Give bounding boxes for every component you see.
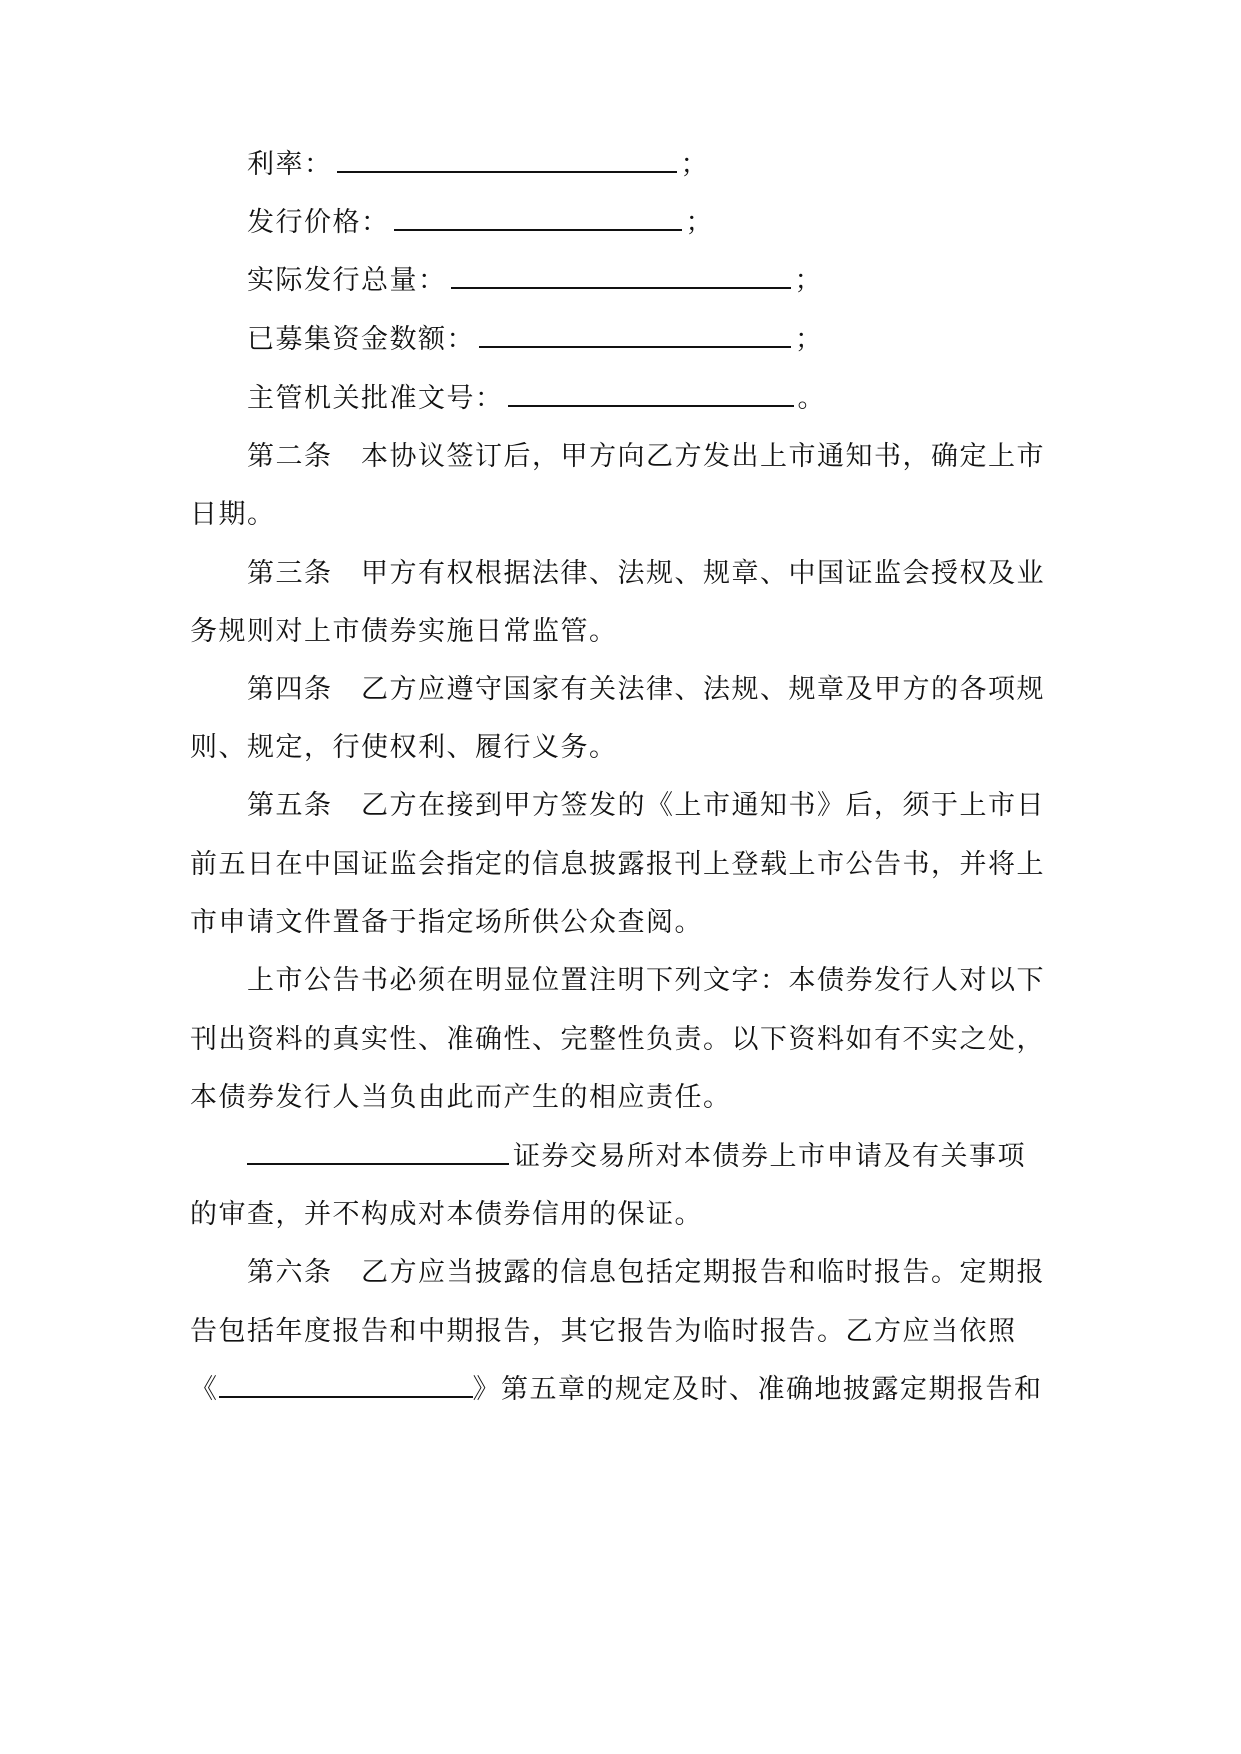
article-5-line-2: 前五日在中国证监会指定的信息披露报刊上登载上市公告书，并将上 — [190, 849, 1045, 880]
notice-line-2: 刊出资料的真实性、准确性、完整性负责。以下资料如有不实之处， — [190, 1024, 1045, 1055]
field-label: 实际发行总量： — [247, 265, 447, 296]
article-6-line-3-text: 》第五章的规定及时、准确地披露定期报告和 — [472, 1374, 1043, 1405]
field-approval-number — [0, 379, 1241, 419]
article-5-line-3: 市申请文件置备于指定场所供公众查阅。 — [190, 907, 703, 938]
field-raised-funds — [0, 320, 1241, 360]
fill-in-blank — [219, 1370, 473, 1398]
fill-in-blank — [247, 1137, 509, 1165]
article-4-line-2: 则、规定，行使权利、履行义务。 — [190, 732, 618, 763]
article-3-line-1: 第三条 甲方有权根据法律、法规、规章、中国证监会授权及业 — [247, 558, 1045, 589]
fill-in-blank — [394, 203, 682, 231]
notice-line-3: 本债券发行人当负由此而产生的相应责任。 — [190, 1082, 732, 1113]
field-end-punct: ； — [685, 207, 714, 238]
field-label: 发行价格： — [247, 207, 390, 238]
article-6-line-2: 告包括年度报告和中期报告，其它报告为临时报告。乙方应当依照 — [190, 1316, 1017, 1347]
field-end-punct: ； — [795, 324, 824, 355]
open-title-bracket: 《 — [190, 1374, 219, 1405]
article-4-line-1: 第四条 乙方应遵守国家有关法律、法规、规章及甲方的各项规 — [247, 674, 1045, 705]
fill-in-blank — [479, 320, 791, 348]
fill-in-blank — [451, 261, 791, 289]
exchange-line-2: 的审查，并不构成对本债券信用的保证。 — [190, 1199, 703, 1230]
article-3-line-2: 务规则对上市债券实施日常监管。 — [190, 616, 618, 647]
field-total-issuance — [0, 261, 1241, 301]
field-issue-price — [0, 203, 1241, 243]
exchange-line-1 — [0, 1137, 1241, 1177]
article-2-line-2: 日期。 — [190, 499, 276, 530]
article-6-line-3 — [0, 1370, 1241, 1410]
article-2-line-1: 第二条 本协议签订后，甲方向乙方发出上市通知书，确定上市 — [247, 441, 1045, 472]
field-end-punct: ； — [794, 265, 823, 296]
field-interest-rate — [0, 145, 1241, 185]
field-end-punct: 。 — [797, 383, 826, 414]
field-label: 已募集资金数额： — [247, 324, 475, 355]
article-6-line-1: 第六条 乙方应当披露的信息包括定期报告和临时报告。定期报 — [247, 1257, 1045, 1288]
field-label: 利率： — [247, 149, 333, 180]
field-label: 主管机关批准文号： — [247, 383, 504, 414]
notice-line-1: 上市公告书必须在明显位置注明下列文字：本债券发行人对以下 — [247, 965, 1045, 996]
fill-in-blank — [508, 379, 794, 407]
field-end-punct: ； — [680, 149, 709, 180]
article-5-line-1: 第五条 乙方在接到甲方签发的《上市通知书》后，须于上市日 — [247, 790, 1045, 821]
exchange-line-1-text: 证券交易所对本债券上市申请及有关事项 — [513, 1141, 1026, 1172]
fill-in-blank — [337, 145, 677, 173]
